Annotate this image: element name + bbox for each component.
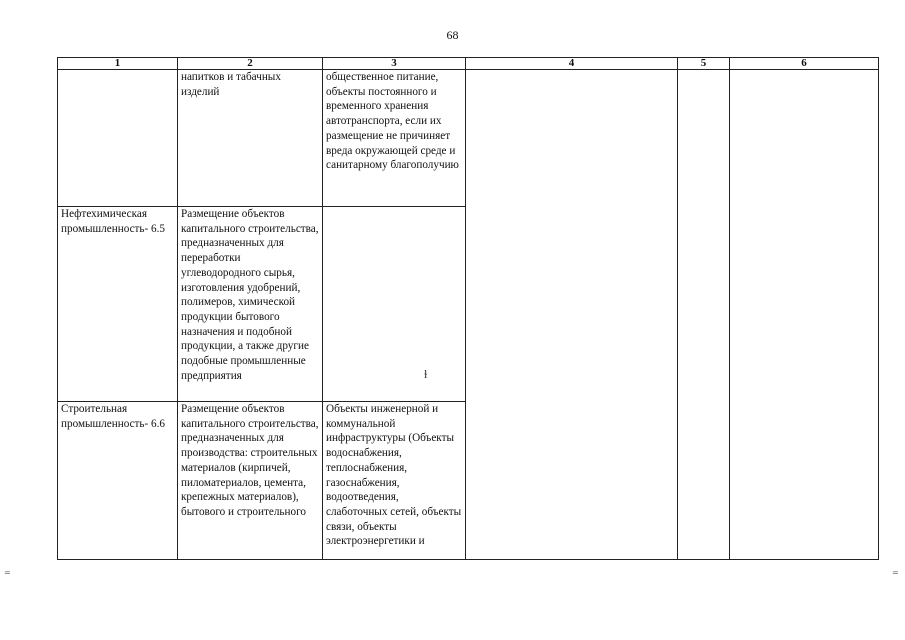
table-header-row [58,58,879,70]
description-cell [178,70,323,207]
land-use-type-text: Строительная промышленность- 6.6 [61,403,166,430]
column-header-2: 2 [178,58,323,70]
permitted-use-cell [323,70,466,207]
description-cell [178,207,323,402]
permitted-use-text: общественное питание, объекты постоянного и временного хранения автотранспорта, если их размещение не причиняет вреда окружающей среде и санитарному благополучию [326,71,459,172]
column-header-3: 3 [323,58,466,70]
land-use-type-cell [58,207,178,402]
table-row [58,70,879,207]
column-4-cell [466,70,678,560]
land-use-type-text: Нефтехимическая промышленность- 6.5 [61,208,166,235]
column-header-1: 1 [58,58,178,70]
permitted-use-cell [323,402,466,560]
description-text: напитков и табачных изделий [181,71,281,98]
left-margin-mark: = [4,568,11,577]
scan-artifact-mark: ɫ [424,367,428,381]
column-5-cell [678,70,730,560]
right-margin-mark: = [892,568,899,577]
column-header-6: 6 [730,58,879,70]
permitted-use-text: Объекты инженерной и коммунальной инфраструктуры (Объекты водоснабжения, теплоснабжения, газоснабжения, водоотведения, слаботочных сетей, объекты связи, объекты электроэнергетики и [326,403,462,548]
description-text: Размещение объектов капитального строительства, предназначенных для производства: строительных материалов (кирпичей, пиломатериалов, цемента, крепежных материалов), бытового и строительного [181,403,319,518]
page-number: 68 [446,28,459,42]
column-header-4: 4 [466,58,678,70]
zoning-table [57,57,879,560]
land-use-type-cell [58,70,178,207]
column-6-cell [730,70,879,560]
description-text: Размещение объектов капитального строительства, предназначенных для переработки углеводородного сырья, изготовления удобрений, полимеров, химической продукции бытового назначения и подобной продукции, а также другие подобные промышленные предприятия [181,208,319,382]
column-header-5: 5 [678,58,730,70]
description-cell [178,402,323,560]
land-use-type-cell [58,402,178,560]
permitted-use-cell [323,207,466,402]
